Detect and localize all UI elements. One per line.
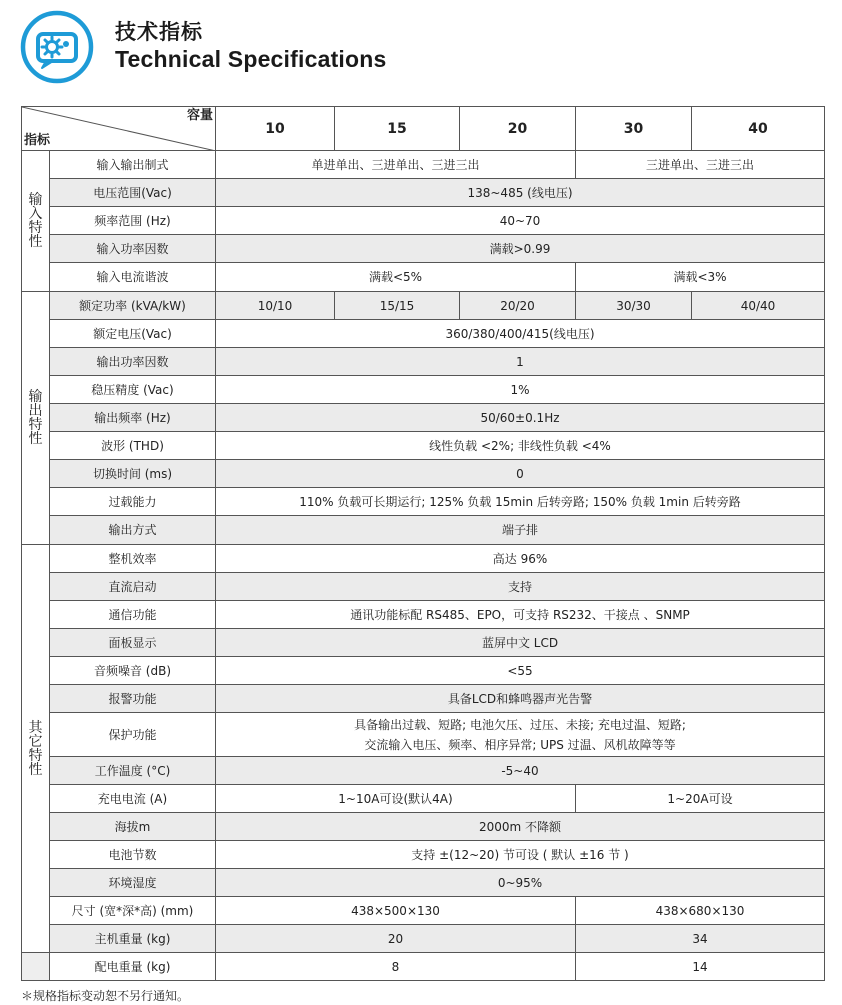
param-value: 20/20 [460,292,576,320]
param-label: 报警功能 [50,685,216,713]
param-value: 满载<5% [216,263,576,292]
param-label: 输入电流谐波 [50,263,216,292]
table-row [22,657,825,685]
param-value: 三进单出、三进三出 [576,151,825,179]
param-label: 整机效率 [50,545,216,573]
param-value: 1~10A可设(默认4A) [216,785,576,813]
page-title-cn: 技术指标 [115,20,203,44]
param-label: 切换时间 (ms) [50,460,216,488]
param-label: 输出功率因数 [50,348,216,376]
param-label: 频率范围 (Hz) [50,207,216,235]
param-value: 通讯功能标配 RS485、EPO，可支持 RS232、干接点 、SNMP [216,601,825,629]
param-label: 尺寸 (宽*深*高) (mm) [50,897,216,925]
param-label: 额定功率 (kVA/kW) [50,292,216,320]
param-label: 输出频率 (Hz) [50,404,216,432]
table-row [22,573,825,601]
table-row [22,263,825,292]
param-value-line: 具备输出过载、短路; 电池欠压、过压、未接; 充电过温、短路; [354,717,686,732]
corner-label-capacity: 容量 [186,108,213,123]
group-label-input: 输入特性 [22,151,50,292]
param-value: 15/15 [335,292,460,320]
capacity-header: 20 [460,107,576,151]
param-label: 海拔m [50,813,216,841]
param-value: 8 [216,953,576,981]
param-value: 50/60±0.1Hz [216,404,825,432]
param-value: 高达 96% [216,545,825,573]
param-value: 360/380/400/415(线电压) [216,320,825,348]
param-label: 直流启动 [50,573,216,601]
group-label-empty [22,953,50,981]
param-value: 40~70 [216,207,825,235]
param-value: 438×680×130 [576,897,825,925]
param-value: 138~485 (线电压) [216,179,825,207]
table-row [22,925,825,953]
param-value: 20 [216,925,576,953]
param-label: 电池节数 [50,841,216,869]
param-value: 端子排 [216,516,825,545]
param-value-line: 交流输入电压、频率、相序异常; UPS 过温、风机故障等等 [364,737,676,752]
param-value: 40/40 [692,292,825,320]
table-row [22,953,825,981]
table-row [22,460,825,488]
param-value: 0~95% [216,869,825,897]
spec-table [21,106,825,981]
param-value: 支持 ±(12~20) 节可设 ( 默认 ±16 节 ) [216,841,825,869]
param-label: 面板显示 [50,629,216,657]
param-label: 输出方式 [50,516,216,545]
group-label-output: 输出特性 [22,292,50,545]
table-row [22,151,825,179]
param-label: 通信功能 [50,601,216,629]
param-value: 单进单出、三进单出、三进三出 [216,151,576,179]
capacity-header: 40 [692,107,825,151]
table-row [22,713,825,757]
param-label: 稳压精度 (Vac) [50,376,216,404]
header-corner-cell [22,107,216,151]
table-row [22,516,825,545]
table-row [22,348,825,376]
param-value: 蓝屏中文 LCD [216,629,825,657]
table-row [22,545,825,573]
param-value: 30/30 [576,292,692,320]
param-value: -5~40 [216,757,825,785]
param-value: 1~20A可设 [576,785,825,813]
param-value: 34 [576,925,825,953]
capacity-header: 30 [576,107,692,151]
param-label: 电压范围(Vac) [50,179,216,207]
param-label: 保护功能 [50,713,216,757]
table-row [22,785,825,813]
param-value: 支持 [216,573,825,601]
table-row [22,813,825,841]
param-label: 音频噪音 (dB) [50,657,216,685]
param-label: 输入输出制式 [50,151,216,179]
table-row [22,432,825,460]
param-value: 2000m 不降额 [216,813,825,841]
capacity-header: 15 [335,107,460,151]
param-label: 配电重量 (kg) [50,953,216,981]
param-value: 1 [216,348,825,376]
capacity-header: 10 [216,107,335,151]
param-value: 10/10 [216,292,335,320]
param-label: 输入功率因数 [50,235,216,263]
param-value: 1% [216,376,825,404]
table-row [22,404,825,432]
table-row [22,320,825,348]
table-row [22,757,825,785]
table-row [22,235,825,263]
table-row [22,376,825,404]
param-label: 波形 (THD) [50,432,216,460]
param-value: 0 [216,460,825,488]
param-label: 过载能力 [50,488,216,516]
table-row [22,869,825,897]
table-row [22,179,825,207]
settings-monitor-icon [20,10,94,84]
table-row [22,685,825,713]
param-value: <55 [216,657,825,685]
page-title-en: Technical Specifications [115,46,387,72]
table-row [22,207,825,235]
table-row [22,841,825,869]
table-row [22,292,825,320]
param-value: 14 [576,953,825,981]
param-value: 438×500×130 [216,897,576,925]
footnote: ＊规格指标变动恕不另行通知。 [21,989,190,1003]
param-value: 110% 负载可长期运行; 125% 负载 15min 后转旁路; 150% 负载 1min 后转旁路 [216,488,825,516]
param-label: 额定电压(Vac) [50,320,216,348]
param-label: 工作温度 (°C) [50,757,216,785]
param-value: 线性负载 <2%; 非线性负载 <4% [216,432,825,460]
param-value [216,713,825,757]
param-value: 满载>0.99 [216,235,825,263]
param-label: 主机重量 (kg) [50,925,216,953]
corner-label-spec: 指标 [24,133,51,148]
table-row [22,629,825,657]
group-label-other: 其它特性 [22,545,50,953]
param-value: 满载<3% [576,263,825,292]
param-value: 具备LCD和蜂鸣器声光告警 [216,685,825,713]
table-row [22,601,825,629]
table-row [22,488,825,516]
table-row [22,897,825,925]
param-label: 充电电流 (A) [50,785,216,813]
param-label: 环境湿度 [50,869,216,897]
